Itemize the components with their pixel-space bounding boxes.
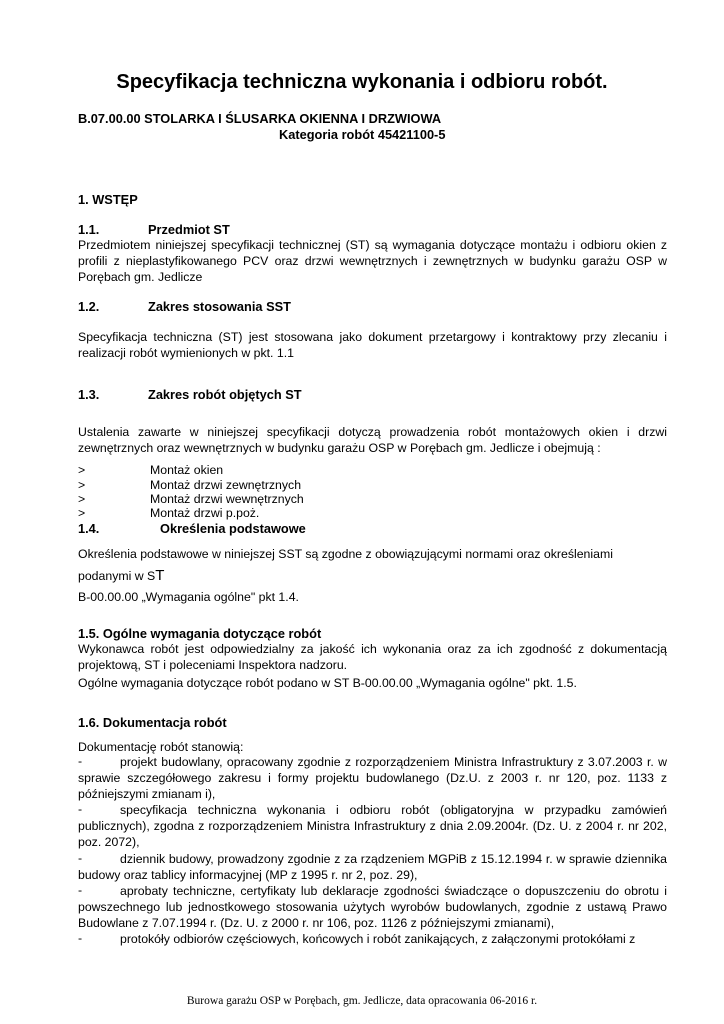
page-footer: Burowa garażu OSP w Porębach, gm. Jedlicze, data opracowania 06-2016 r. <box>186 995 538 1007</box>
section-1-2-heading: Zakres stosowania SST <box>148 299 291 314</box>
list-dash: - <box>78 931 83 945</box>
list-dash: - <box>78 851 83 865</box>
list-item: Montaż drzwi p.poż. <box>150 506 260 520</box>
section-1-3-text: Ustalenia zawarte w niniejszej specyfikacji dotyczą prowadzenia robót montażowych okien i drzwi zewnętrznych oraz wewnętrznych w budynku garażu OSP w Porębach gm. Jedlicze i obejmują : <box>78 425 667 455</box>
list-item: Montaż drzwi zewnętrznych <box>150 478 302 492</box>
list-dash: - <box>78 883 83 897</box>
list-bullet: > <box>78 492 86 506</box>
section-1-5-text-2: Ogólne wymagania dotyczące robót podano w ST B-00.00.00 „Wymagania ogólne" pkt. 1.5. <box>78 676 577 690</box>
section-1-4-number: 1.4. <box>78 521 100 536</box>
section-1-4-line-3: B-00.00.00 „Wymagania ogólne" pkt 1.4. <box>78 590 299 604</box>
section-1-2-number: 1.2. <box>78 299 100 314</box>
section-1-4-heading: Określenia podstawowe <box>160 521 306 536</box>
doc-list-item-1: projekt budowlany, opracowany zgodnie z rozporządzeniem Ministra Infrastruktury z 3.07.2003 r. w sprawie szczegółowego zakresu i formy projektu budowlanego (Dz.U. z 2003 r. nr 120, poz. 1133 z późniejszymi zmianam i), <box>78 755 667 801</box>
section-1-4-line-1: Określenia podstawowe w niniejszej SST są zgodne z obowiązującymi normami oraz określeniami <box>78 547 613 561</box>
section-1-4-line-2a: podanymi w S <box>78 569 156 583</box>
list-item: Montaż okien <box>150 463 224 477</box>
list-bullet: > <box>78 506 86 520</box>
category-line: Kategoria robót 45421100-5 <box>279 127 446 142</box>
section-1-1-number: 1.1. <box>78 222 100 237</box>
section-1-6-heading: 1.6. Dokumentacja robót <box>78 715 227 730</box>
doc-list-item-4: aprobaty techniczne, certyfikaty lub deklaracje zgodności świadczące o dopuszczeniu do obrotu i powszechnego lub jednostkowego stosowania użytych wyrobów budowlanych, zgodnie z ustawą Prawo Budowlane z 7.07.1994 r. (Dz. U. z 2000 r. nr 106, poz. 1126 z późniejszymi zmianami), <box>78 884 667 930</box>
section-1-1-text: Przedmiotem niniejszej specyfikacji technicznej (ST) są wymagania dotyczące montażu i odbioru okien z profili z nieplastyfikowanego PCV oraz drzwi wewnętrznych i zewnętrznych w budynku garażu OSP w Porębach gm. Jedlicze <box>78 238 667 284</box>
list-item: Montaż drzwi wewnętrznych <box>150 492 304 506</box>
document-title: Specyfikacja techniczna wykonania i odbioru robót. <box>116 71 608 93</box>
doc-list-item-2: specyfikacja techniczna wykonania i odbioru robót (obligatoryjna w przypadku zamówień publicznych), zgodna z rozporządzeniem Ministra Infrastruktury z dnia 2.09.2004r. (Dz. U. z 2004 r. nr 202, poz. 2072), <box>78 803 667 849</box>
list-bullet: > <box>78 478 86 492</box>
list-dash: - <box>78 802 83 816</box>
spec-code-line: B.07.00.00 STOLARKA I ŚLUSARKA OKIENNA I DRZWIOWA <box>78 111 442 126</box>
section-1-3-heading: Zakres robót objętych ST <box>148 387 302 402</box>
section-1-6-intro: Dokumentację robót stanowią: <box>78 740 244 754</box>
section-1-5-text: Wykonawca robót jest odpowiedzialny za jakość ich wykonania oraz za ich zgodność z dokumentacją projektową, ST i poleceniami Inspektora nadzoru. <box>78 642 667 672</box>
section-1-3-number: 1.3. <box>78 387 100 402</box>
section-1-heading: 1. WSTĘP <box>78 192 138 207</box>
doc-list-item-5: protokóły odbiorów częściowych, końcowych i robót zanikających, z załączonymi protokółami z <box>120 932 636 946</box>
section-1-1-heading: Przedmiot ST <box>148 222 230 237</box>
list-bullet: > <box>78 463 86 477</box>
section-1-4-line-2b: T <box>155 567 165 584</box>
section-1-5-heading: 1.5. Ogólne wymagania dotyczące robót <box>78 626 322 641</box>
doc-list-item-3: dziennik budowy, prowadzony zgodnie z za rządzeniem MGPiB z 15.12.1994 r. w sprawie dziennika budowy oraz tablicy informacyjnej (MP z 1995 r. nr 2, poz. 29), <box>78 852 667 882</box>
list-dash: - <box>78 754 83 768</box>
section-1-4-line-2 <box>78 569 164 584</box>
section-1-2-text: Specyfikacja techniczna (ST) jest stosowana jako dokument przetargowy i kontraktowy przy zlecaniu i realizacji robót wymienionych w pkt. 1.1 <box>78 330 667 360</box>
